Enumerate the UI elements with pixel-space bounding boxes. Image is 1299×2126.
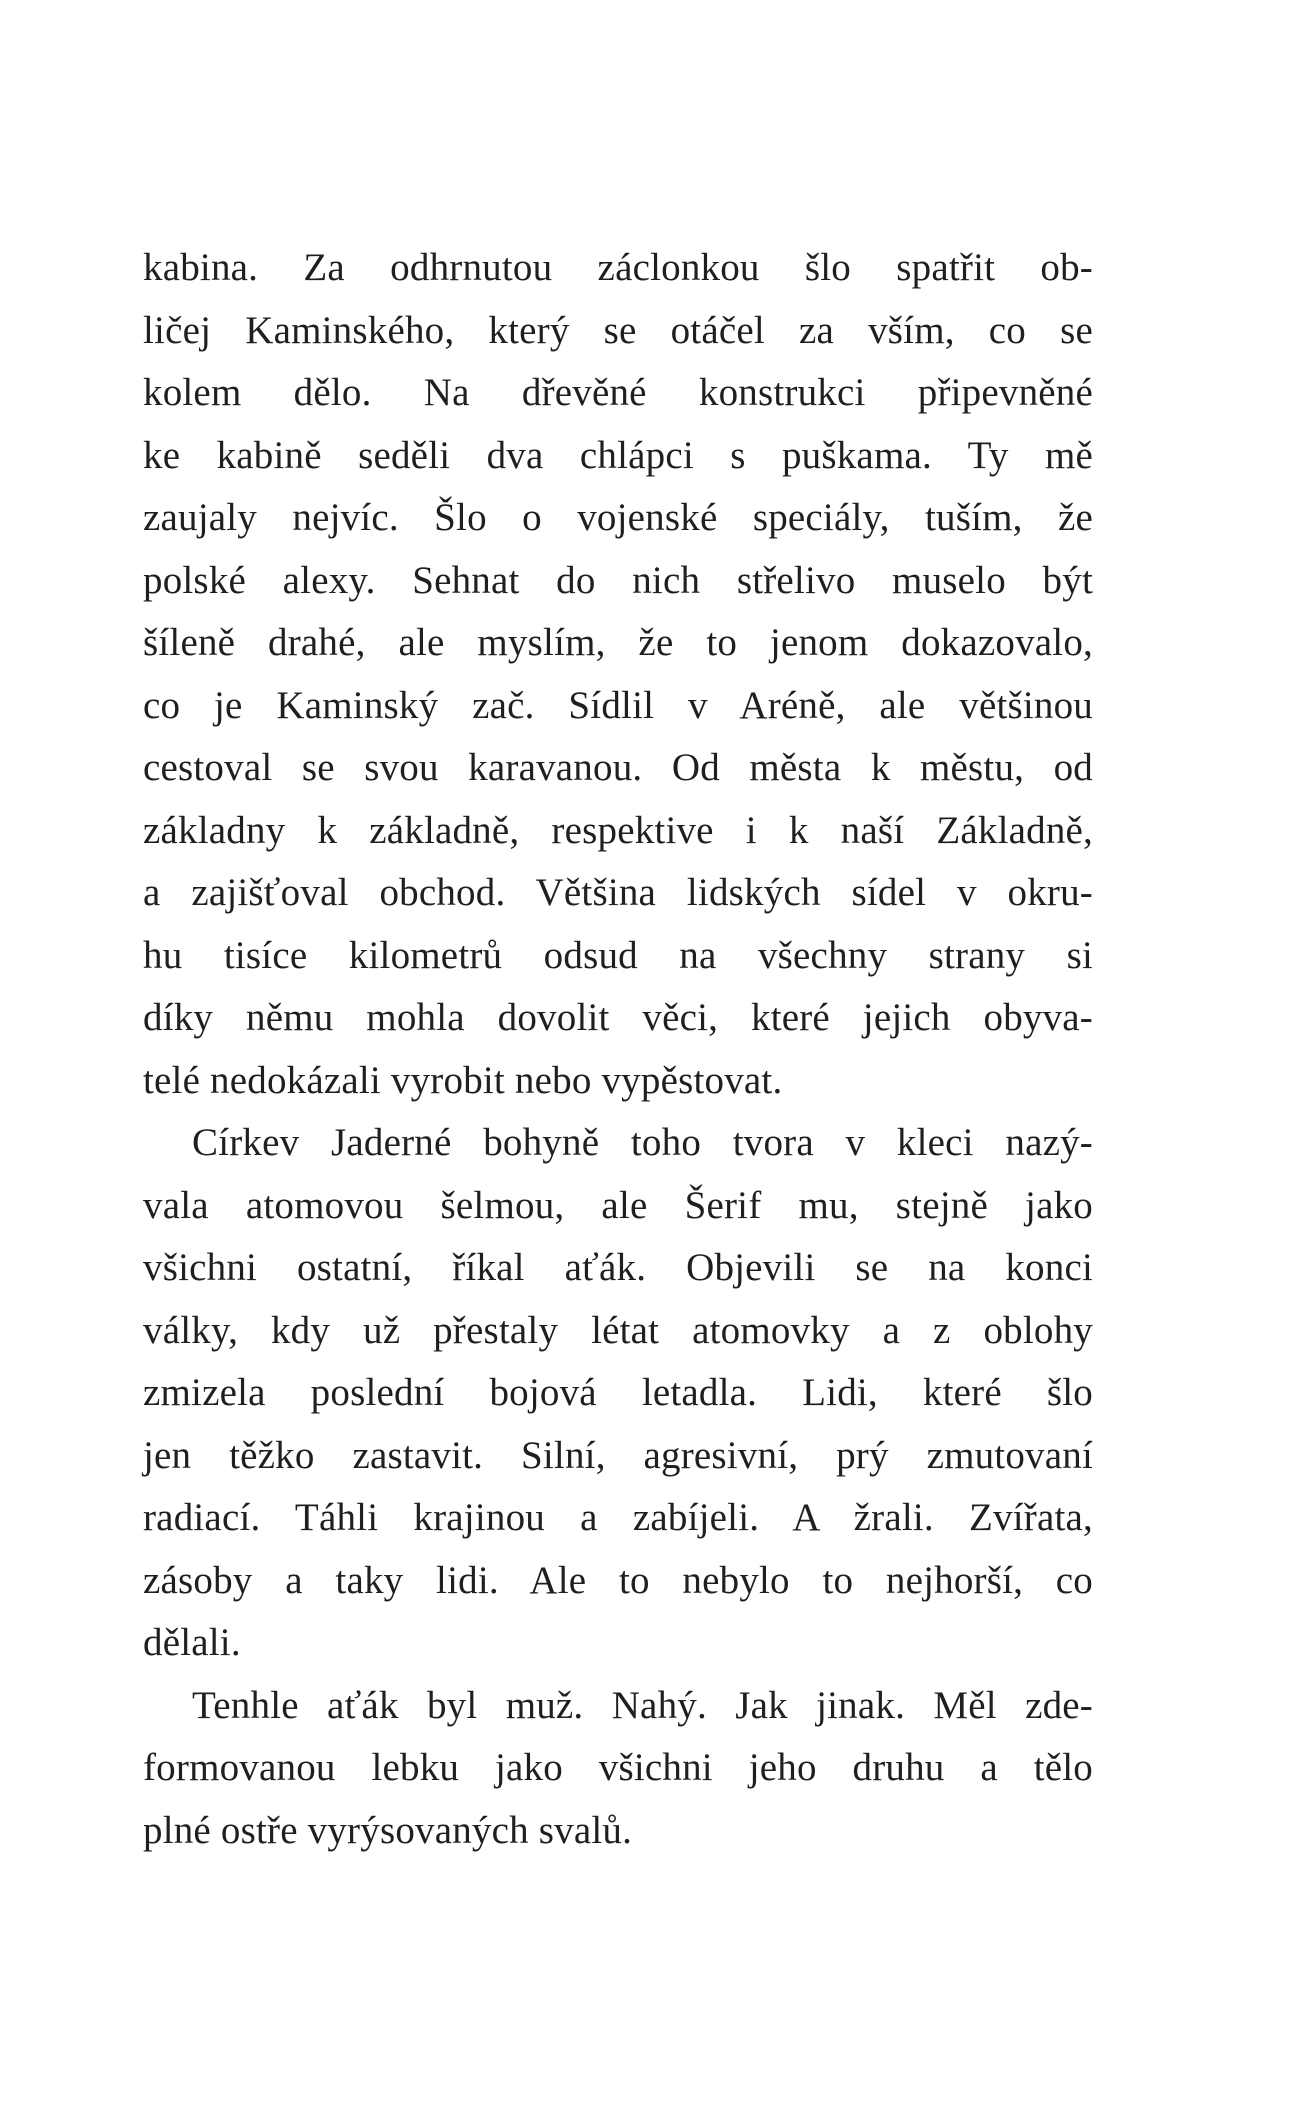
text-line: ličej Kaminského, který se otáčel za vším, co se	[143, 308, 1093, 352]
text-line: vala atomovou šelmou, ale Šerif mu, stejně jako	[143, 1183, 1093, 1227]
text-line: formovanou lebku jako všichni jeho druhu a tělo	[143, 1746, 1093, 1789]
text-line: telé nedokázali vyrobit nebo vypěstovat.	[143, 1058, 783, 1102]
text-line: zaujaly nejvíc. Šlo o vojenské speciály, tuším, že	[143, 496, 1093, 539]
text-line: cestoval se svou karavanou. Od města k městu, od	[143, 746, 1093, 789]
text-line: a zajišťoval obchod. Většina lidských sídel v okru-	[143, 871, 1093, 914]
text-line: základny k základně, respektive i k naší Základně,	[143, 808, 1093, 852]
text-line: všichni ostatní, říkal aťák. Objevili se na konci	[143, 1246, 1093, 1289]
text-line: polské alexy. Sehnat do nich střelivo muselo být	[143, 558, 1093, 602]
text-line: hu tisíce kilometrů odsud na všechny strany si	[143, 933, 1093, 977]
text-line: Tenhle aťák byl muž. Nahý. Jak jinak. Měl zde-	[192, 1683, 1093, 1727]
text-line: dělali.	[143, 1621, 241, 1664]
text-line: války, kdy už přestaly létat atomovky a z oblohy	[143, 1308, 1093, 1352]
text-line: co je Kaminský zač. Sídlil v Aréně, ale většinou	[143, 683, 1093, 727]
paragraph	[143, 237, 1093, 1112]
text-line: kolem dělo. Na dřevěné konstrukci připevněné	[143, 371, 1093, 414]
text-line: radiací. Táhli krajinou a zabíjeli. A žrali. Zvířata,	[143, 1496, 1093, 1539]
text-line: ke kabině seděli dva chlápci s puškama. Ty mě	[143, 433, 1093, 477]
text-line: plné ostře vyrýsovaných svalů.	[143, 1808, 633, 1852]
paragraph	[143, 1675, 1093, 1863]
text-line: zmizela poslední bojová letadla. Lidi, které šlo	[143, 1371, 1093, 1414]
text-line: kabina. Za odhrnutou záclonkou šlo spatřit ob-	[143, 246, 1093, 289]
text-line: díky němu mohla dovolit věci, které jejich obyva-	[143, 996, 1093, 1039]
text-line: šíleně drahé, ale myslím, že to jenom dokazovalo,	[143, 621, 1093, 664]
paragraph	[143, 1112, 1093, 1675]
text-line: zásoby a taky lidi. Ale to nebylo to nejhorší, co	[143, 1558, 1093, 1602]
text-line: jen těžko zastavit. Silní, agresivní, prý zmutovaní	[143, 1433, 1093, 1477]
page-text-block	[143, 237, 1093, 1862]
text-line: Církev Jaderné bohyně toho tvora v kleci nazý-	[192, 1121, 1093, 1164]
